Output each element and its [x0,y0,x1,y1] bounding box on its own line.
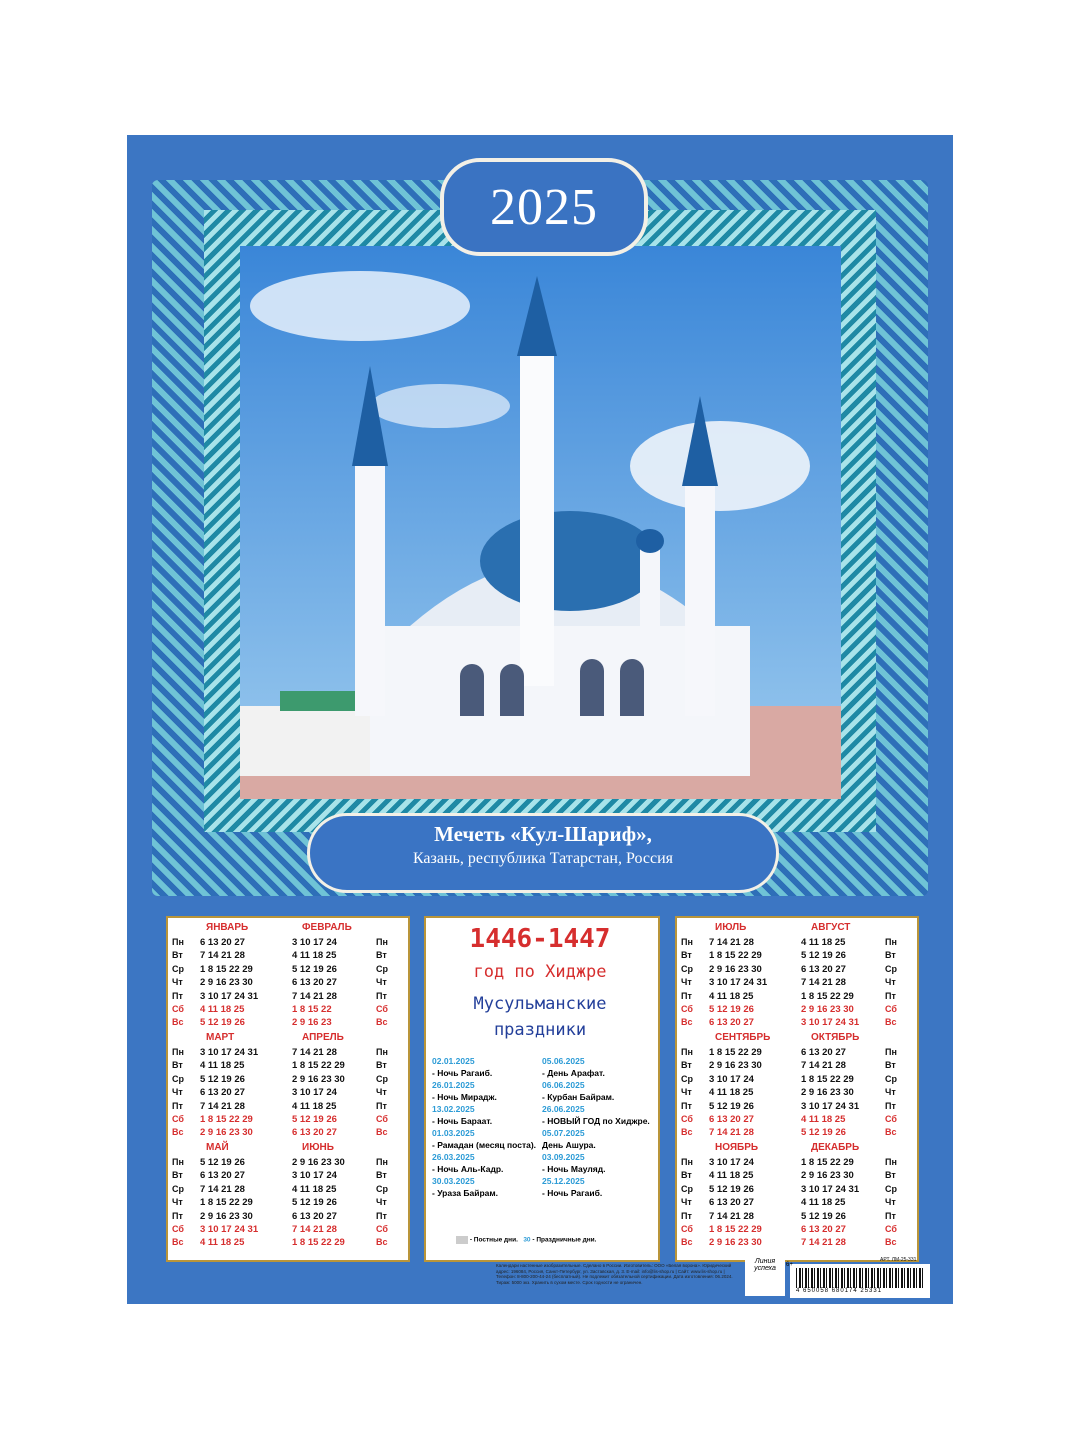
weekday-label: Вт [681,1170,692,1181]
week-row: 1 8 15 22 29 [200,1197,253,1209]
photo-caption [307,813,779,893]
week-row: 2 9 16 23 [292,1017,332,1029]
caption-subtitle: Казань, республика Татарстан, Россия [412,850,674,867]
weekday-label: Вт [172,1170,183,1181]
weekday-label: Чт [681,1197,692,1208]
weekday-label: Сб [681,1004,693,1014]
week-row: 1 8 15 22 [292,1004,332,1015]
week-row: 4 11 18 25 [200,1004,245,1015]
holiday-name: - Ночь Бараат. [432,1116,493,1126]
weekday-label: Ср [172,1183,184,1194]
month-title: НОЯБРЬ [715,1142,759,1153]
weekday-label: Пт [885,990,896,1001]
weekday-label: Пт [681,1100,692,1111]
month-title: СЕНТЯБРЬ [715,1032,771,1043]
holidays-heading-2: праздники [493,1020,587,1040]
holidays-heading: Мусульманские [473,994,607,1014]
weekday-label: Чт [681,977,692,988]
week-row: 3 10 17 24 31 [200,1224,259,1235]
weekday-label: Ср [376,1073,388,1084]
week-row: 1 8 15 22 29 [709,1047,762,1058]
weekday-label: Вт [172,1060,183,1071]
holiday-name: День Ашура. [542,1140,596,1150]
holiday-date: 06.06.2025 [542,1080,585,1090]
weekday-label: Ср [376,1183,388,1194]
week-row: 2 9 16 23 30 [801,1170,854,1182]
weekday-label: Пн [885,1047,897,1057]
holiday-date: 02.01.2025 [432,1056,475,1066]
week-row: 3 10 17 24 [709,1157,754,1168]
week-row: 5 12 19 26 [200,1157,245,1168]
weekday-label: Ср [172,1073,184,1084]
weekday-label: Ср [376,963,388,974]
week-row: 1 8 15 22 29 [709,1224,762,1235]
weekday-label: Чт [376,1197,387,1208]
weekday-label: Чт [681,1087,692,1098]
weekday-label: Сб [376,1114,388,1124]
week-row: 5 12 19 26 [801,1127,846,1139]
week-row: 4 11 18 25 [200,1237,245,1249]
weekday-label: Чт [172,1087,183,1098]
weekday-label: Вс [376,1017,388,1028]
week-row: 6 13 20 27 [801,1224,846,1235]
weekday-label: Вт [681,1060,692,1071]
week-row: 4 11 18 25 [801,937,846,948]
week-row: 1 8 15 22 29 [200,963,253,975]
week-row: 3 10 17 24 [292,1170,337,1182]
month-title: АВГУСТ [811,922,851,933]
weekday-label: Пн [172,1047,184,1057]
week-row: 4 11 18 25 [292,1183,337,1195]
barcode-number: 4 650058 680174 25331 [796,1288,883,1294]
age-rating: 6+ [786,1262,793,1268]
weekday-label: Вс [376,1237,388,1248]
holiday-name: - Ночь Рагаиб. [432,1068,493,1078]
week-row: 4 11 18 25 [801,1114,846,1125]
week-row: 5 12 19 26 [200,1017,245,1029]
barcode-bars [796,1268,924,1288]
month-title: ИЮЛЬ [715,922,747,933]
holiday-date: 13.02.2025 [432,1104,475,1114]
weekday-label: Вт [172,950,183,961]
week-row: 5 12 19 26 [801,1210,846,1222]
week-row: 6 13 20 27 [292,1210,337,1222]
week-row: 2 9 16 23 30 [200,1210,253,1222]
week-row: 6 13 20 27 [292,1127,337,1139]
legend-holiday-number: 30 [523,1236,531,1244]
holiday-name: - Рамадан (месяц поста). [432,1140,537,1150]
month-title: ЯНВАРЬ [206,922,249,933]
week-row: 6 13 20 27 [801,963,846,975]
weekday-label: Вт [376,1060,387,1071]
holiday-date: 26.01.2025 [432,1080,475,1090]
weekday-label: Пт [376,1210,387,1221]
weekday-label: Вс [681,1237,693,1248]
hijri-years: 1446-1447 [469,924,611,954]
week-row: 4 11 18 25 [801,1197,846,1209]
week-row: 3 10 17 24 [292,937,337,948]
week-row: 4 11 18 25 [709,1087,754,1099]
weekday-label: Ср [885,1073,897,1084]
weekday-label: Вс [172,1127,184,1138]
week-row: 5 12 19 26 [801,950,846,962]
weekday-label: Вт [885,1170,896,1181]
weekday-label: Сб [885,1224,897,1234]
legend-fast: - Постные дни. [469,1236,518,1244]
weekday-label: Ср [172,963,184,974]
holiday-name: - День Арафат. [542,1068,605,1078]
holiday-list-right [542,1055,650,1199]
week-row: 7 14 21 28 [200,1100,245,1112]
week-row: 2 9 16 23 30 [200,977,253,989]
legend [456,1236,596,1244]
weekday-label: Пн [376,937,388,947]
week-row: 3 10 17 24 [709,1073,754,1085]
week-row: 5 12 19 26 [709,1100,754,1112]
week-row: 7 14 21 28 [709,1127,754,1139]
holiday-date: 05.06.2025 [542,1056,585,1066]
legend-holiday: - Праздничные дни. [532,1236,597,1244]
holiday-date: 26.03.2025 [432,1152,475,1162]
holiday-date: 25.12.2025 [542,1176,585,1186]
weekday-label: Пн [172,1157,184,1167]
weekday-label: Сб [376,1224,388,1234]
week-row: 5 12 19 26 [292,1197,337,1209]
week-row: 3 10 17 24 31 [801,1100,860,1112]
weekday-label: Пн [885,937,897,947]
weekday-label: Вт [885,1060,896,1071]
weekday-label: Пн [376,1157,388,1167]
week-row: 5 12 19 26 [709,1004,754,1015]
week-row: 6 13 20 27 [801,1047,846,1058]
week-row: 6 13 20 27 [709,1114,754,1125]
week-row: 1 8 15 22 29 [801,1073,854,1085]
weekday-label: Чт [172,977,183,988]
week-row: 2 9 16 23 30 [709,963,762,975]
week-row: 7 14 21 28 [709,937,754,948]
weekday-label: Пн [681,937,693,947]
weekday-label: Пн [681,1157,693,1167]
month-title: ИЮНЬ [302,1142,334,1153]
month-title: ФЕВРАЛЬ [302,922,352,933]
week-row: 3 10 17 24 31 [801,1017,860,1029]
year-title: 2025 [440,158,648,256]
week-row: 3 10 17 24 31 [801,1183,860,1195]
weekday-label: Пт [172,1210,183,1221]
article-number: АРТ. ЛМ-25-331 [880,1257,917,1263]
holiday-date: 26.06.2025 [542,1104,585,1114]
week-row: 7 14 21 28 [200,1183,245,1195]
week-row: 3 10 17 24 31 [200,1047,259,1058]
weekday-label: Вс [172,1237,184,1248]
week-row: 7 14 21 28 [292,1047,337,1058]
weekday-label: Вс [885,1127,897,1138]
month-title: МАРТ [206,1032,235,1043]
weekday-label: Сб [681,1224,693,1234]
week-row: 4 11 18 25 [709,1170,754,1182]
week-row: 6 13 20 27 [200,1170,245,1182]
weekday-label: Сб [172,1004,184,1014]
weekday-label: Пт [885,1210,896,1221]
weekday-label: Сб [172,1114,184,1124]
week-row: 3 10 17 24 [292,1087,337,1099]
week-row: 5 12 19 26 [292,963,337,975]
month-title: МАЙ [206,1142,229,1153]
weekday-label: Ср [681,963,693,974]
week-row: 2 9 16 23 30 [200,1127,253,1139]
weekday-label: Вс [376,1127,388,1138]
holiday-date: 01.03.2025 [432,1128,475,1138]
weekday-label: Вс [172,1017,184,1028]
week-row: 6 13 20 27 [709,1197,754,1209]
weekday-label: Вс [885,1017,897,1028]
week-row: 6 13 20 27 [292,977,337,989]
holiday-list-left [432,1055,536,1199]
weekday-label: Вс [885,1237,897,1248]
imprint-text: Календари настенные изобразительные. Сделано в России. Изготовитель: ООО «Белая ворона». Юридический адрес: 196084, Россия, Санкт-Петербург, ул. Заставская, д. 3. E-mail: info@lis-shop.ru | Сайт: www.lis-shop.ru | Телефон: 8-800-200-44-24 (бесплатный). Не подлежит обязательной сертификации. Дата изготовления: 06.2024. Тираж: 5000 экз. Хранить в сухом месте. Срок годности не ограничен. [496,1263,733,1285]
week-row: 4 11 18 25 [292,950,337,962]
weekday-label: Ср [885,1183,897,1194]
week-row: 1 8 15 22 29 [709,950,762,962]
week-row: 3 10 17 24 31 [200,990,259,1002]
weekday-label: Пт [681,990,692,1001]
week-row: 2 9 16 23 30 [292,1073,345,1085]
week-row: 6 13 20 27 [709,1017,754,1029]
week-row: 7 14 21 28 [801,1237,846,1249]
week-row: 1 8 15 22 29 [200,1114,253,1125]
month-title: ДЕКАБРЬ [811,1142,860,1153]
weekday-label: Чт [376,1087,387,1098]
holiday-name: - Ночь Мирадж. [432,1092,497,1102]
publisher-logo: Линия успеха [745,1258,785,1296]
weekday-label: Пт [172,1100,183,1111]
week-row: 7 14 21 28 [801,1060,846,1072]
weekday-label: Пт [885,1100,896,1111]
week-row: 5 12 19 26 [200,1073,245,1085]
week-row: 2 9 16 23 30 [709,1237,762,1249]
week-row: 7 14 21 28 [709,1210,754,1222]
caption-title: Мечеть «Кул-Шариф», [434,822,652,846]
hijri-subtitle: год по Хиджре [473,962,607,982]
weekday-label: Пт [376,990,387,1001]
week-row: 4 11 18 25 [709,990,754,1002]
week-row: 1 8 15 22 29 [801,990,854,1002]
holiday-name: - Ночь Рагаиб. [542,1188,603,1198]
weekday-label: Сб [885,1004,897,1014]
weekday-label: Чт [376,977,387,988]
week-row: 3 10 17 24 31 [709,977,768,989]
week-row: 1 8 15 22 29 [292,1237,345,1249]
weekday-label: Пн [681,1047,693,1057]
month-title: ОКТЯБРЬ [811,1032,860,1043]
week-row: 7 14 21 28 [200,950,245,962]
holiday-date: 03.09.2025 [542,1152,585,1162]
weekday-label: Ср [681,1183,693,1194]
weekday-label: Ср [885,963,897,974]
week-row: 6 13 20 27 [200,1087,245,1099]
holiday-date: 30.03.2025 [432,1176,475,1186]
weekday-label: Вт [376,1170,387,1181]
week-row: 2 9 16 23 30 [801,1004,854,1015]
holiday-name: - Курбан Байрам. [542,1092,615,1102]
week-row: 5 12 19 26 [709,1183,754,1195]
holiday-name: - Ночь Мауляд. [542,1164,606,1174]
weekday-label: Вт [885,950,896,961]
weekday-label: Пт [376,1100,387,1111]
weekday-label: Чт [885,1197,896,1208]
holiday-name: - Ураза Байрам. [432,1188,499,1198]
weekday-label: Чт [885,977,896,988]
week-row: 6 13 20 27 [200,937,245,948]
week-row: 7 14 21 28 [292,1224,337,1235]
weekday-label: Ср [681,1073,693,1084]
week-row: 4 11 18 25 [200,1060,245,1072]
weekday-label: Сб [885,1114,897,1124]
barcode [790,1264,930,1298]
week-row: 2 9 16 23 30 [292,1157,345,1168]
week-row: 7 14 21 28 [292,990,337,1002]
holiday-name: - НОВЫЙ ГОД по Хиджре. [542,1116,650,1126]
week-row: 4 11 18 25 [292,1100,337,1112]
weekday-label: Сб [681,1114,693,1124]
fast-day-swatch [456,1236,468,1244]
holiday-date: 05.07.2025 [542,1128,585,1138]
weekday-label: Вт [376,950,387,961]
week-row: 2 9 16 23 30 [801,1087,854,1099]
weekday-label: Вс [681,1127,693,1138]
weekday-label: Пт [681,1210,692,1221]
weekday-label: Сб [172,1224,184,1234]
week-row: 7 14 21 28 [801,977,846,989]
week-row: 1 8 15 22 29 [801,1157,854,1168]
weekday-label: Вс [681,1017,693,1028]
weekday-label: Чт [172,1197,183,1208]
weekday-label: Пн [172,937,184,947]
week-row: 1 8 15 22 29 [292,1060,345,1072]
weekday-label: Сб [376,1004,388,1014]
mosque-photo [240,246,841,799]
weekday-label: Пн [885,1157,897,1167]
month-title: АПРЕЛЬ [302,1032,344,1043]
weekday-label: Чт [885,1087,896,1098]
week-row: 5 12 19 26 [292,1114,337,1125]
holiday-name: - Ночь Аль-Кадр. [432,1164,504,1174]
weekday-label: Вт [681,950,692,961]
weekday-label: Пн [376,1047,388,1057]
week-row: 2 9 16 23 30 [709,1060,762,1072]
weekday-label: Пт [172,990,183,1001]
